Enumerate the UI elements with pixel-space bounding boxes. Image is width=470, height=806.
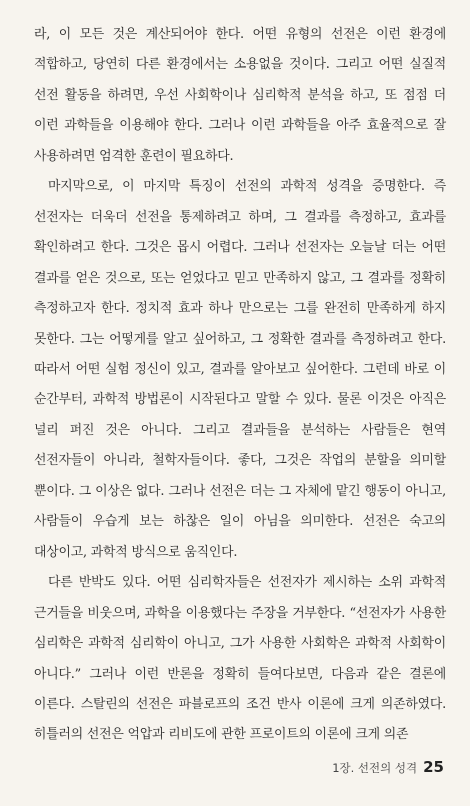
paragraph-1: 라, 이 모든 것은 계산되어야 한다. 어떤 유형의 선전은 이런 환경에 적합하고, 당연히 다른 환경에서는 소용없을 것이다. 그리고 어떤 실질적 선전 활동을 하려면, 우선 사회학이나 심리학적 분석을 하고, 또 점점 더 이런 과학들을 이용해야 한다. 그러나 이런 과학들을 아주 효율적으로 잘 사용하려면 엄격한 훈련이 필요하다. (34, 27, 446, 164)
page-number: 25 (423, 758, 444, 776)
paragraph-3: 다른 반박도 있다. 어떤 심리학자들은 선전자가 제시하는 소위 과학적 근거들을 비웃으며, 과학을 이용했다는 주장을 거부한다. “선전자가 사용한 심리학은 과학적 심리학이 아니고, 그가 사용한 사회학은 과학적 사회학이 아니다.” 그러나 이런 반론을 정확히 들여다보면, 다음과 같은 결론에 이른다. 스탈린의 선전은 파블로프의 조건 반사 이론에 크게 의존하였다. 히틀러의 선전은 억압과 리비도에 관한 프로이트의 이론에 크게 의존 (34, 575, 446, 743)
body-text (34, 20, 446, 751)
page-footer (332, 758, 444, 776)
paragraph-2: 마지막으로, 이 마지막 특징이 선전의 과학적 성격을 증명한다. 즉 선전자는 더욱더 선전을 통제하려고 하며, 그 결과를 측정하고, 효과를 확인하려고 한다. 그것은 몹시 어렵다. 그러나 선전자는 오늘날 더는 어떤 결과를 얻은 것으로, 또는 얻었다고 믿고 만족하지 않고, 그 결과를 정확히 측정하고자 한다. 정치적 효과 하나 만으로는 그를 완전히 만족하게 하지 못한다. 그는 어떻게를 알고 싶어하고, 그 정확한 결과를 측정하려고 한다. 따라서 어떤 실험 정신이 있고, 결과를 알아보고 싶어한다. 그런데 바로 이 순간부터, 과학적 방법론이 시작된다고 말할 수 있다. 물론 이것은 아직은 널리 퍼진 것은 아니다. 그리고 결과들을 분석하는 사람들은 현역 선전자들이 아니라, 철학자들이다. 좋다, 그것은 작업의 분할을 의미할 뿐이다. 그 이상은 없다. 그러나 선전은 더는 그 자체에 맡긴 행동이 아니고, 사람들이 우습게 보는 하찮은 일이 아님을 의미한다. 선전은 숙고의 대상이고, 과학적 방식으로 움직인다. (34, 179, 446, 560)
running-footer-section: 1장. 선전의 성격 (332, 761, 418, 775)
